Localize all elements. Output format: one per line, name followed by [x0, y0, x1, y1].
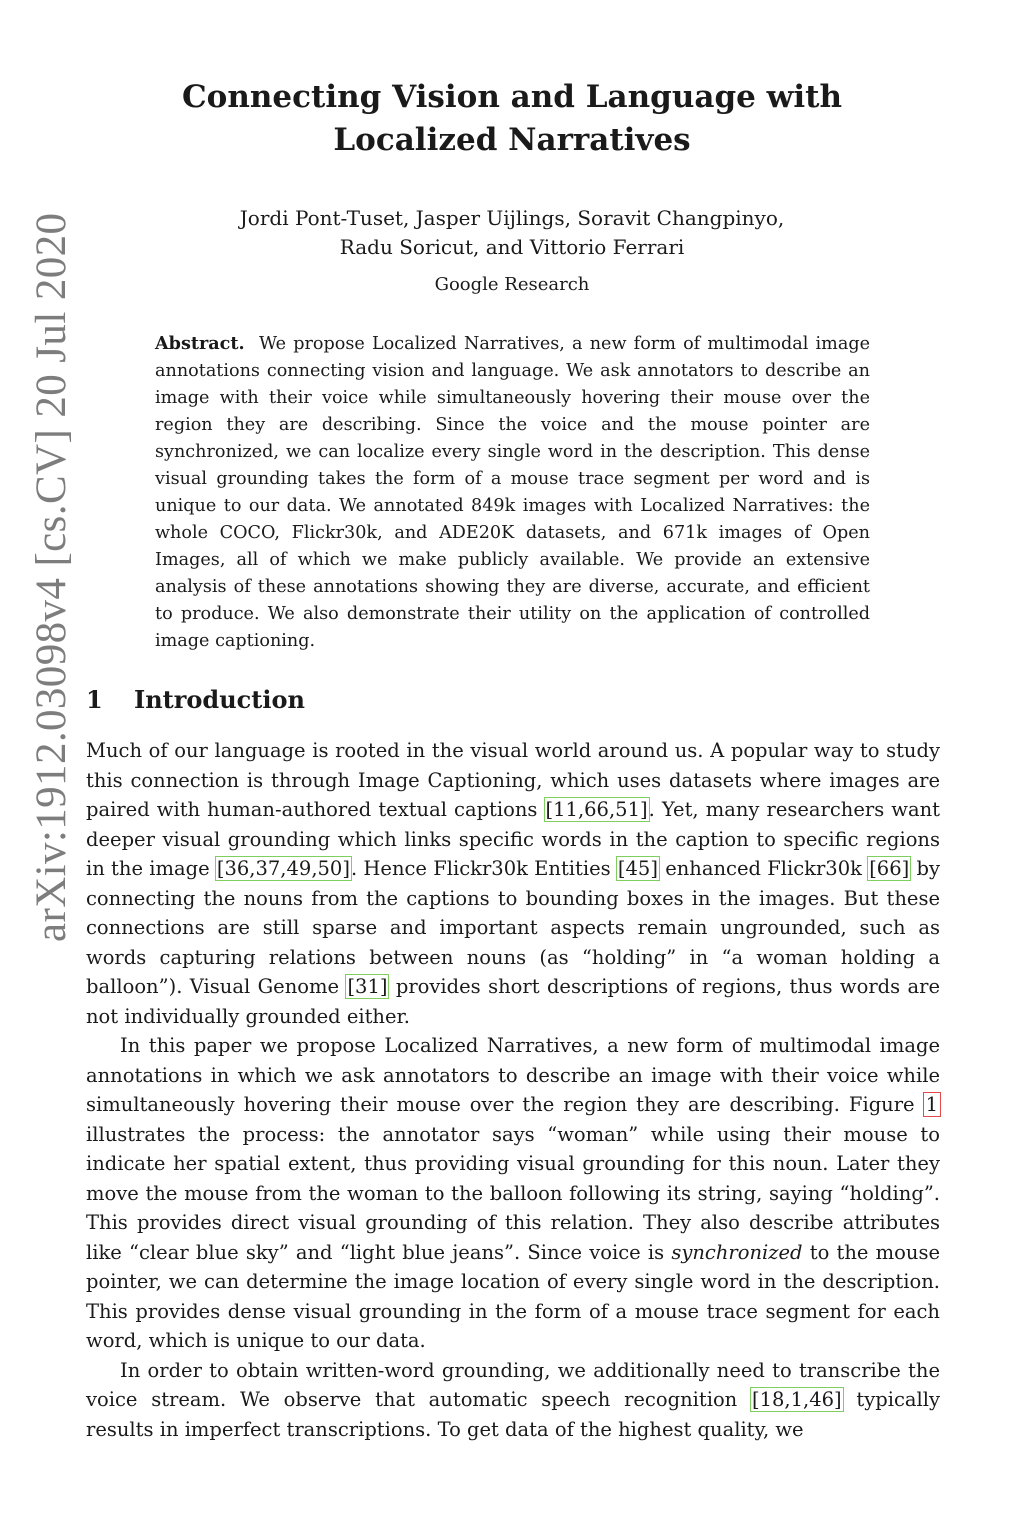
- paper-title: [120, 76, 904, 162]
- citation-link[interactable]: [11,66,51]: [545, 798, 648, 821]
- arxiv-identifier-stamp: arXiv:1912.03098v4 [cs.CV] 20 Jul 2020: [28, 212, 75, 942]
- author-list: [120, 204, 904, 262]
- citation-link[interactable]: [45]: [617, 857, 658, 880]
- citation-link[interactable]: [36,37,49,50]: [216, 857, 350, 880]
- paragraph-text: by connecting the nouns from the captions to bounding boxes in the images. But these connections are still sparse and important aspects remain ungrounded, such as words capturing relations between nouns (as “holding” in “a woman holding a balloon”). Visual Genome: [86, 857, 940, 998]
- emphasized-term: synchronized: [671, 1240, 803, 1264]
- section-number: 1: [86, 685, 103, 714]
- paragraph-text: to the mouse pointer, we can determine the image location of every single word in the description. This provides dense visual grounding in the form of a mouse trace segment for each word, which is unique to our data.: [86, 1240, 940, 1352]
- authors-line-2: Radu Soricut, and Vittorio Ferrari: [339, 235, 685, 259]
- section-heading-introduction: [86, 683, 305, 717]
- body-text: [86, 736, 940, 1444]
- citation-link[interactable]: [18,1,46]: [752, 1388, 842, 1411]
- paragraph-text: In this paper we propose Localized Narratives, a new form of multimodal image annotations in which we ask annotators to describe an image with their voice while simultaneously hovering their mouse over the region they are describing. Figure: [86, 1034, 940, 1116]
- abstract-text: We propose Localized Narratives, a new form of multimodal image annotations connecting vision and language. We ask annotators to describe an image with their voice while simultaneously hovering their mouse over the region they are describing. Since the voice and the mouse pointer are synchronized, we can localize every single word in the description. This dense visual grounding takes the form of a mouse trace segment per word and is unique to our data. We annotated 849k images with Localized Narratives: the whole COCO, Flickr30k, and ADE20K datasets, and 671k images of Open Images, all of which we make publicly available. We provide an extensive analysis of these annotations showing they are diverse, accurate, and efficient to produce. We also demonstrate their utility on the application of controlled image captioning.: [155, 334, 870, 651]
- section-title: Introduction: [134, 685, 305, 714]
- paragraph-2: [86, 1031, 940, 1356]
- citation-link[interactable]: [31]: [347, 975, 388, 998]
- title-line-2: Localized Narratives: [333, 122, 691, 158]
- paragraph-text: In order to obtain written-word grounding, we additionally need to transcribe the voice stream. We observe that automatic speech recognition: [86, 1358, 940, 1411]
- paragraph-text: provides short descriptions of regions, thus words are not individually grounded either.: [86, 975, 941, 1028]
- abstract: [155, 330, 870, 655]
- paragraph-text: Much of our language is rooted in the visual world around us. A popular way to study this connection is through Image Captioning, which uses datasets where images are paired with human-authored textual captions: [86, 739, 940, 821]
- paragraph-text: illustrates the process: the annotator says “woman” while using their mouse to indicate her spatial extent, thus providing visual grounding for this noun. Later they move the mouse from the woman to the balloon following its string, saying “holding”. This provides direct visual grounding of this relation. They also describe attributes like “clear blue sky” and “light blue jeans”. Since voice is: [86, 1122, 940, 1264]
- paragraph-text: . Hence Flickr30k Entities: [350, 857, 617, 880]
- paragraph-text: enhanced Flickr30k: [658, 857, 869, 880]
- paragraph-text: . Yet, many researchers want deeper visual grounding which links specific words in the caption to specific regions in the image: [86, 798, 940, 880]
- figure-reference-link[interactable]: 1: [925, 1093, 938, 1116]
- affiliation: Google Research: [434, 274, 590, 295]
- abstract-label: Abstract.: [155, 333, 245, 354]
- paragraph-1: [86, 736, 940, 1031]
- authors-line-1: Jordi Pont-Tuset, Jasper Uijlings, Soravit Changpinyo,: [239, 206, 785, 230]
- paragraph-3: [86, 1356, 940, 1445]
- citation-link[interactable]: [66]: [869, 857, 910, 880]
- paragraph-text: typically results in imperfect transcriptions. To get data of the highest quality, we: [86, 1388, 941, 1441]
- title-line-1: Connecting Vision and Language with: [182, 79, 842, 115]
